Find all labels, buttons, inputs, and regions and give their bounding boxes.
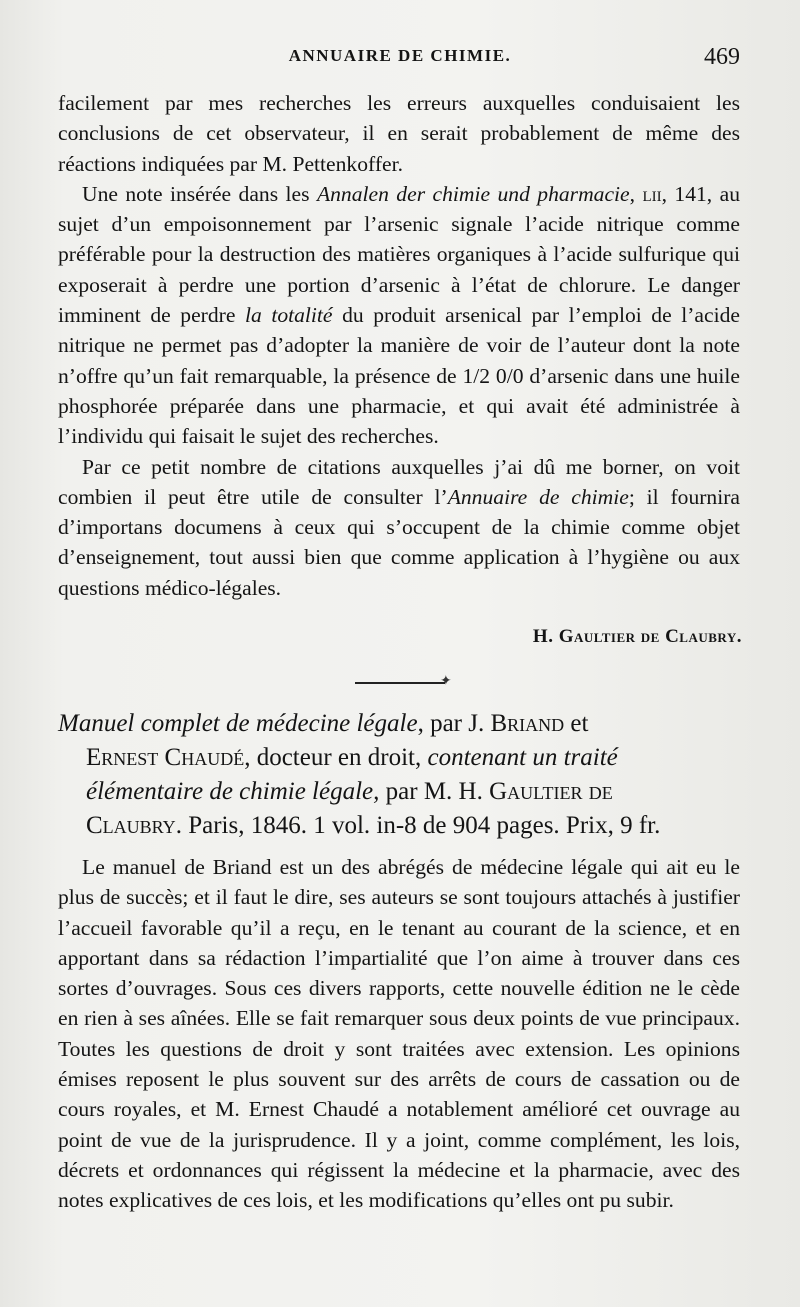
volume-number: lii: [642, 181, 662, 206]
text-span: du produit arsenical par l’emploi de l’acide nitrique ne permet pas d’adopter la manière de voir de l’auteur dont la note n’offre qu’un fait remarquable, la présence de 1/2 0/0 d’arsenic dans une huile phosphorée préparée dans une pharmacie, et qui avait été administrée à l’individu qui faisait le sujet des recherches.: [58, 303, 740, 449]
signature-name: Gaultier de Claubry.: [558, 626, 742, 647]
author-briand: Briand: [490, 710, 565, 737]
text-span: ,: [629, 181, 643, 206]
section-review-text: [58, 852, 740, 1216]
text-span: , 141, au sujet d’un empoisonnement par l’arsenic signale l’acide nitrique comme préférable pour la destruction des matières organiques à l’acide sulfurique qui exposerait à perdre une portion d’arsenic à l’état de chlorure. Le danger imminent de perdre: [58, 181, 741, 328]
book-entry-line-3: [58, 775, 748, 809]
page-number: 469: [704, 44, 740, 70]
author-gaultier: Gaultier de: [489, 778, 613, 805]
text-span: , docteur en droit,: [244, 744, 428, 771]
author-chaude: Ernest Chaudé: [86, 744, 245, 771]
text-span: , par J.: [417, 710, 491, 737]
book-title: Manuel complet de médecine légale: [58, 710, 418, 737]
book-subtitle: contenant un traité: [427, 744, 618, 771]
signature-initial: H.: [532, 626, 559, 647]
divider-ornament: ✦: [440, 674, 452, 689]
section-chimie-text: [58, 88, 740, 603]
text-span: et: [564, 710, 589, 737]
section-divider: [355, 682, 445, 684]
text-span: Par ce petit nombre de citations auxquelles j’ai dû me borner, on voit combien il peut être utile de consulter l’: [58, 454, 740, 509]
annuaire-title: Annuaire de chimie: [447, 484, 629, 509]
book-entry-line-1: [58, 707, 748, 741]
text-span: ; il fournira d’importans documens à ceux qui s’occupent de la chimie comme objet d’enseignement, tout aussi bien que comme application à l’hygiène ou aux questions médico-légales.: [58, 484, 740, 600]
book-subtitle-cont: élémentaire de chimie légale,: [86, 778, 380, 805]
book-entry-heading: [58, 707, 748, 843]
book-entry-line-2: [58, 741, 748, 775]
paragraph-conclusion: [58, 452, 740, 603]
text-span: par M. H.: [379, 778, 490, 805]
paragraph-annalen: [58, 179, 740, 452]
journal-title: Annalen der chimie und pharmacie: [316, 181, 630, 206]
publication-details: . Paris, 1846. 1 vol. in-8 de 904 pages. Prix, 9 fr.: [175, 812, 661, 839]
running-head: ANNUAIRE DE CHIMIE.: [288, 46, 512, 65]
review-paragraph: Le manuel de Briand est un des abrégés de médecine légale qui ait eu le plus de succès; et il faut le dire, ses auteurs se sont toujours attachés à justifier l’accueil favorable qu’il a reçu, en le tenant au courant de la science, et en apportant dans sa rédaction l’impartialité que l’on aime à trouver dans ces sortes d’ouvrages. Sous ces divers rapports, cette nouvelle édition ne le cède en rien à ses aînées. Elle se fait remarquer sous deux points de vue principaux. Toutes les questions de droit y sont traitées avec extension. Les opinions émises reposent le plus souvent sur des arrêts de cours de cassation ou de cours royales, et M. Ernest Chaudé a notablement amélioré cet ouvrage au point de vue de la jurisprudence. Il y a joint, comme complément, les lois, décrets et ordonnances qui régissent la médecine et la pharmacie, avec des notes explicatives de ces lois, et les modifications qu’elles ont pu subir.: [58, 855, 740, 1213]
text-span: Une note insérée dans les: [82, 181, 317, 206]
book-entry-line-4: [58, 809, 748, 843]
page-header: [60, 44, 740, 78]
author-signature: [533, 626, 742, 648]
author-claubry: Claubry: [86, 812, 176, 839]
paragraph-continuation: facilement par mes recherches les erreurs auxquelles conduisaient les conclusions de cet observateur, il en serait probablement de même des réactions indiquées par M. Pettenkoffer.: [58, 91, 740, 176]
emphasis-totalite: la totalité: [244, 303, 333, 328]
